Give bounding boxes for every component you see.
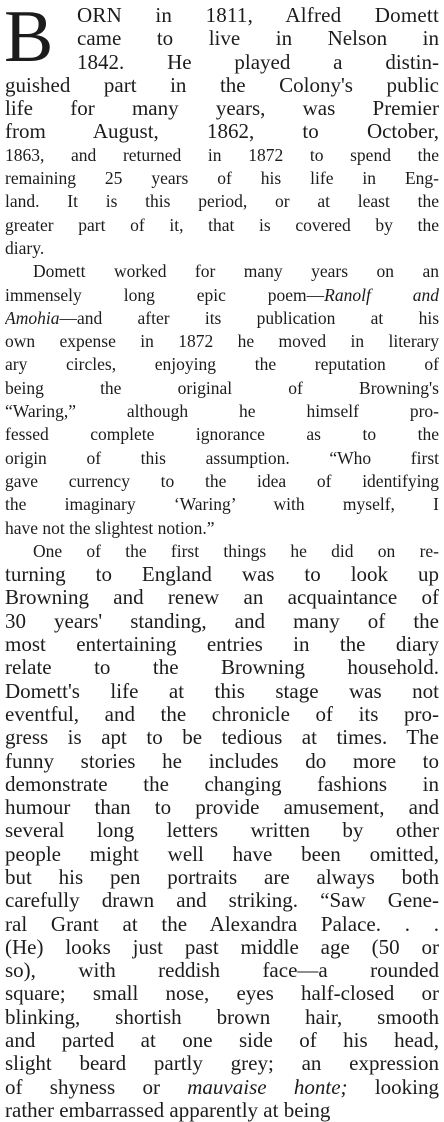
- text-line: Browning and renew an acquaintance of: [5, 586, 439, 610]
- text-line: ORN in 1811, Alfred Domett: [77, 4, 439, 27]
- text-line: “Waring,” although he himself pro-: [5, 401, 439, 422]
- text-line: eventful, and the chronicle of its pro-: [5, 702, 439, 726]
- text-line: carefully drawn and striking. “Saw Gene-: [5, 889, 439, 913]
- text-line: but his pen portraits are always both: [5, 865, 439, 889]
- text-line: gress is apt to be tedious at times. The: [5, 726, 439, 750]
- text-line: origin of this assumption. “Who first: [5, 447, 439, 468]
- text-line: 1842. He played a distin-: [77, 50, 439, 74]
- text-line: land. It is this period, or at least the: [5, 191, 439, 212]
- text-run: looking: [347, 1075, 439, 1099]
- text-line: turning to England was to look up: [5, 563, 439, 587]
- text-line: the imaginary ‘Waring’ with myself, I: [5, 494, 439, 515]
- text-line: so), with reddish face—a rounded: [5, 959, 439, 983]
- text-line: 1863, and returned in 1872 to spend the: [5, 144, 439, 165]
- text-line: several long letters written by other: [5, 819, 439, 843]
- title-italic: Ranolf and: [324, 284, 439, 305]
- text-line: gave currency to the idea of identifying: [5, 470, 439, 491]
- text-run: immensely long epic poem—: [5, 284, 325, 305]
- text-line: guished part in the Colony's public: [5, 73, 439, 97]
- text-line: Domett worked for many years on an: [33, 261, 439, 282]
- text-line: Domett's life at this stage was not: [5, 679, 439, 703]
- text-line: One of the first things he did on re-: [33, 540, 439, 561]
- drop-cap: B: [4, 0, 54, 78]
- phrase-italic: mauvaise honte;: [187, 1075, 348, 1099]
- text-line: people might well have been omitted,: [5, 842, 439, 866]
- text-line: being the original of Browning's: [5, 377, 439, 398]
- text-line: blinking, shortish brown hair, smooth: [5, 1005, 439, 1029]
- text-line: diary.: [5, 237, 45, 258]
- text-line: ary circles, enjoying the reputation of: [5, 354, 439, 375]
- text-line: relate to the Browning household.: [5, 656, 439, 680]
- text-line: most entertaining entries in the diary: [5, 633, 439, 657]
- text-line: slight beard partly grey; an expression: [5, 1052, 439, 1076]
- text-line: own expense in 1872 he moved in literary: [5, 331, 439, 352]
- text-line: funny stories he includes do more to: [5, 749, 439, 773]
- text-line: 30 years' standing, and many of the: [5, 609, 439, 633]
- text-line: [5, 307, 439, 330]
- text-line: remaining 25 years of his life in Eng-: [5, 168, 439, 189]
- text-line: square; small nose, eyes half-closed or: [5, 982, 439, 1006]
- text-line: ral Grant at the Alexandra Palace. . .: [5, 912, 439, 936]
- title-italic: Amohia: [5, 307, 60, 328]
- text-line: (He) looks just past middle age (50 or: [5, 935, 439, 959]
- text-line: rather embarrassed apparently at being: [5, 1098, 331, 1122]
- text-line: came to live in Nelson in: [77, 27, 439, 51]
- text-line: life for many years, was Premier: [5, 97, 439, 121]
- text-line: from August, 1862, to October,: [5, 120, 439, 144]
- text-line: have not the slightest notion.”: [5, 517, 215, 538]
- text-line: [5, 284, 439, 307]
- text-run: —and after its publication at his: [59, 307, 439, 328]
- text-line: [5, 1076, 439, 1099]
- text-line: greater part of it, that is covered by the: [5, 214, 439, 235]
- text-line: humour than to provide amusement, and: [5, 796, 439, 820]
- text-line: fessed complete ignorance as to the: [5, 424, 439, 445]
- text-run: of shyness or: [5, 1075, 188, 1099]
- text-line: and parted at one side of his head,: [5, 1029, 439, 1053]
- text-line: demonstrate the changing fashions in: [5, 772, 439, 796]
